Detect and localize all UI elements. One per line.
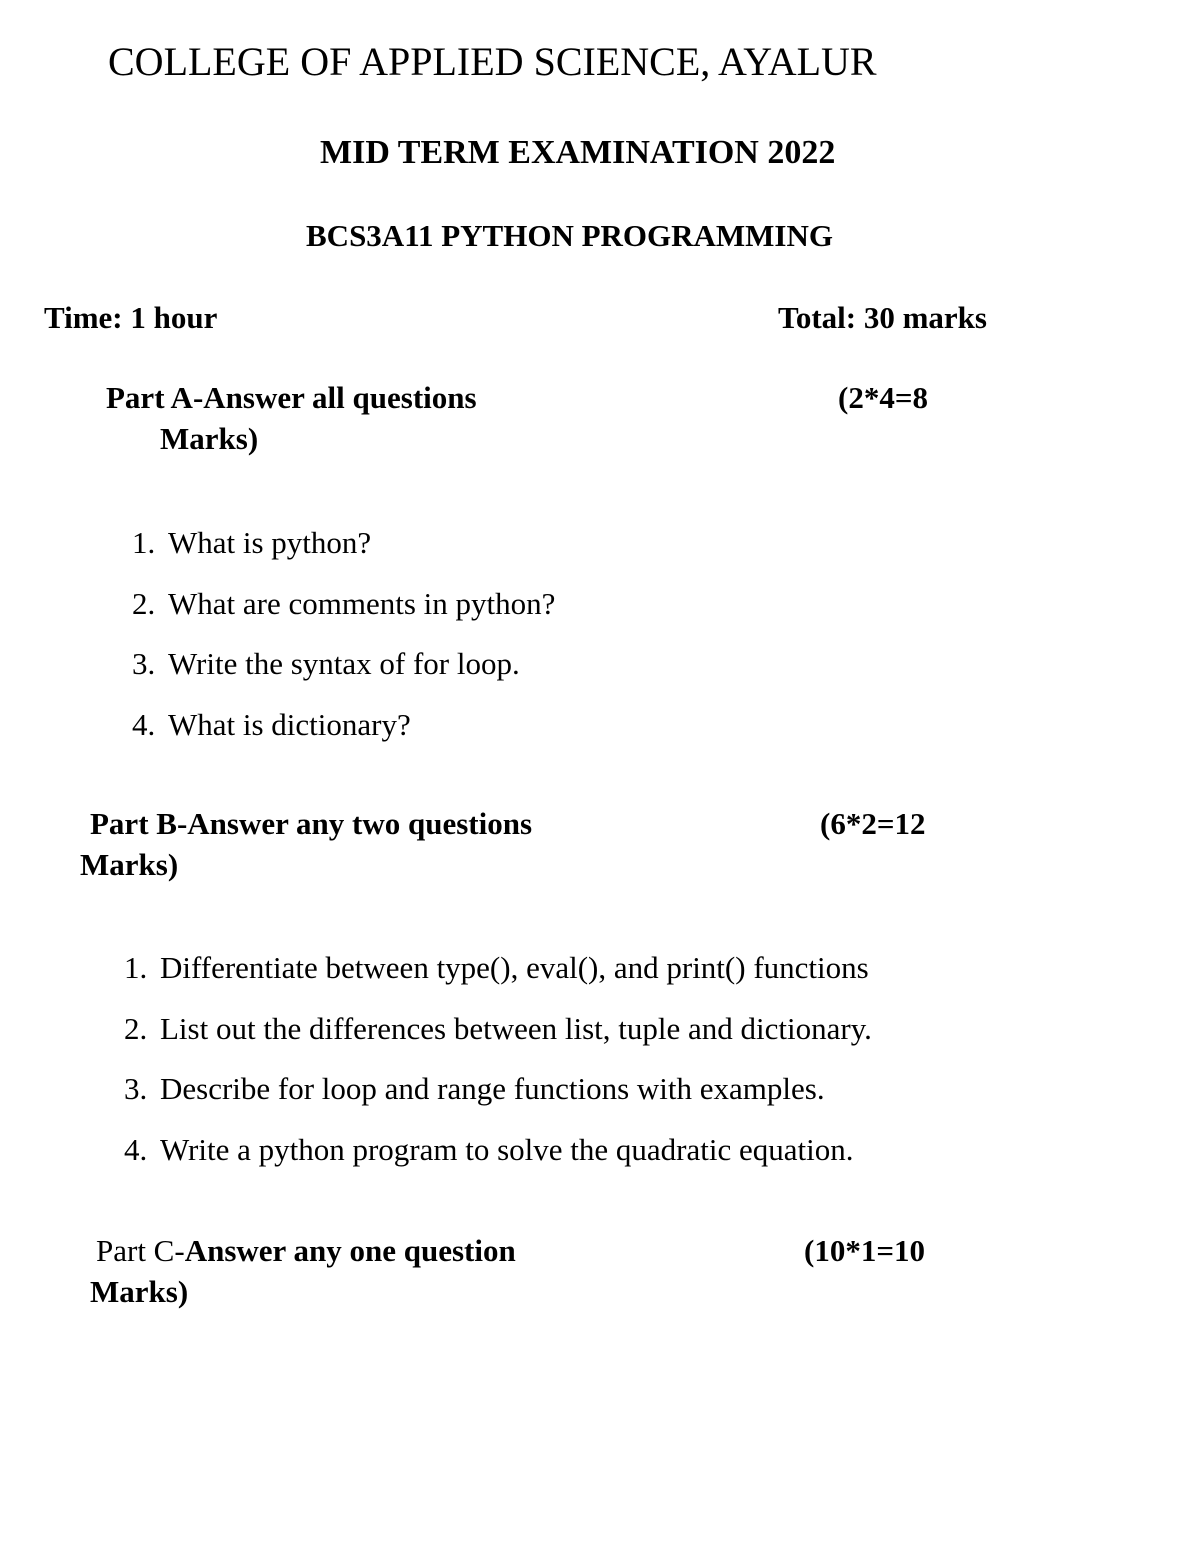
list-item xyxy=(124,1132,872,1193)
question-number: 4. xyxy=(124,1131,148,1167)
part-a-marks-cont: Marks) xyxy=(160,421,259,456)
part-c-marks: (10*1=10 xyxy=(804,1233,925,1268)
exam-total-marks: Total: 30 marks xyxy=(778,300,987,335)
part-b-marks: (6*2=12 xyxy=(820,806,926,841)
part-a-question-list xyxy=(132,525,555,767)
part-b-question-list xyxy=(124,950,872,1192)
question-text: List out the differences between list, tuple and dictionary. xyxy=(160,1010,872,1046)
question-number: 3. xyxy=(124,1071,148,1106)
part-c-marks-cont: Marks) xyxy=(90,1274,189,1309)
question-text: Write a python program to solve the quadratic equation. xyxy=(160,1131,854,1167)
question-text: Describe for loop and range functions with examples. xyxy=(160,1071,825,1106)
list-item xyxy=(132,646,555,707)
question-text: What are comments in python? xyxy=(168,585,556,621)
part-c-instruction: Answer any one question xyxy=(184,1233,516,1268)
question-number: 1. xyxy=(124,950,148,985)
list-item xyxy=(132,525,555,586)
question-text: Differentiate between type(), eval(), and print() functions xyxy=(160,950,869,985)
part-a-marks: (2*4=8 xyxy=(838,380,928,415)
part-c-prefix: Part C- xyxy=(96,1233,185,1268)
exam-duration: Time: 1 hour xyxy=(44,300,218,335)
question-text: What is python? xyxy=(168,525,372,560)
list-item xyxy=(132,707,555,768)
part-a-title: Part A-Answer all questions xyxy=(106,380,477,415)
question-number: 2. xyxy=(124,1010,148,1046)
course-title: BCS3A11 PYTHON PROGRAMMING xyxy=(306,218,833,253)
list-item xyxy=(132,586,555,647)
college-name: COLLEGE OF APPLIED SCIENCE, AYALUR xyxy=(108,39,877,84)
question-text: What is dictionary? xyxy=(168,706,411,742)
question-number: 4. xyxy=(132,706,156,742)
list-item xyxy=(124,1071,872,1132)
part-c-title xyxy=(96,1233,516,1269)
question-number: 2. xyxy=(132,585,156,621)
list-item xyxy=(124,1011,872,1072)
question-number: 1. xyxy=(132,525,156,560)
exam-title: MID TERM EXAMINATION 2022 xyxy=(320,134,836,171)
question-text: Write the syntax of for loop. xyxy=(168,646,520,681)
list-item xyxy=(124,950,872,1011)
part-b-marks-cont: Marks) xyxy=(80,847,179,882)
part-b-title: Part B-Answer any two questions xyxy=(90,806,533,841)
question-number: 3. xyxy=(132,646,156,681)
